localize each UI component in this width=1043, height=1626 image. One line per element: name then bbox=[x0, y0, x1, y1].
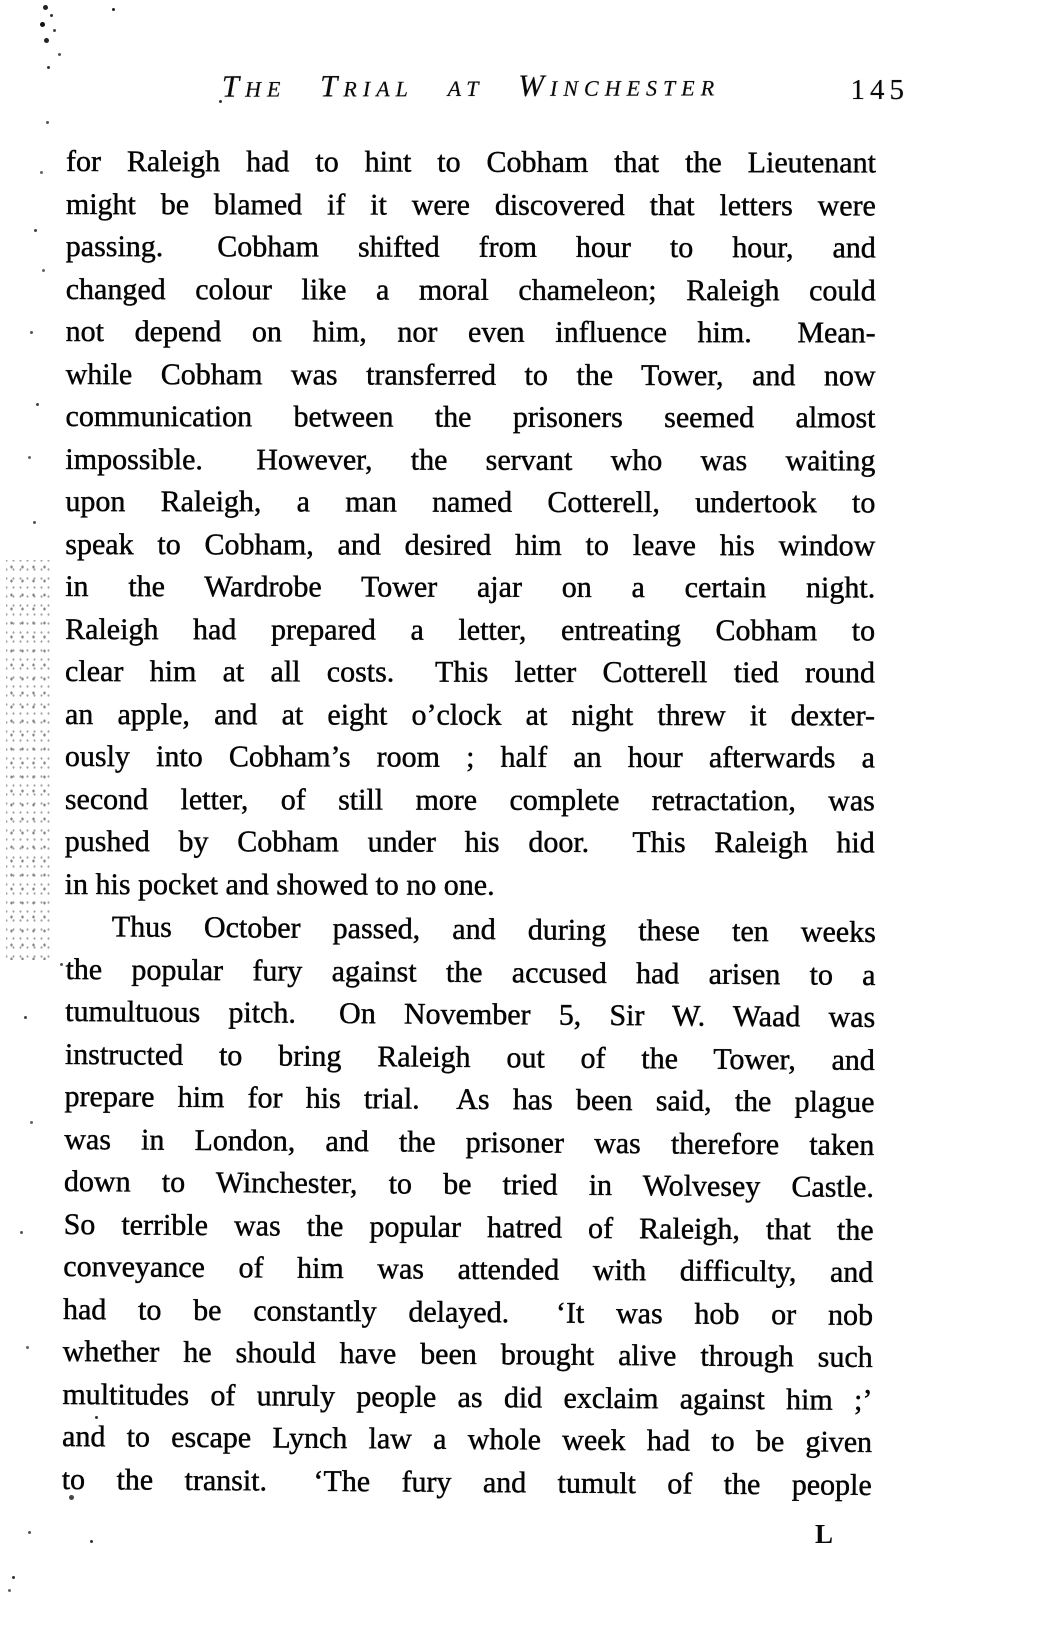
text-line: while Cobham was transferred to the Tower, and now bbox=[65, 357, 876, 392]
text-line: pushed by Cobham under his door. This Raleigh hid bbox=[64, 824, 875, 860]
text-line: in the Wardrobe Tower ajar on a certain night. bbox=[65, 569, 876, 605]
running-head: The Trial at Winchester bbox=[221, 67, 721, 104]
text-line: second letter, of still more complete retractation, was bbox=[64, 782, 875, 817]
text-line: prepare him for his trial. As has been said, the plague bbox=[64, 1079, 875, 1119]
text-line: conveyance of him was attended with difficulty, and bbox=[63, 1249, 874, 1289]
text-line: communication between the prisoners seemed almost bbox=[65, 399, 876, 435]
text-line: impossible. However, the servant who was waiting bbox=[65, 442, 876, 477]
paragraph-2 bbox=[62, 906, 876, 1507]
text-line: passing. Cobham shifted from hour to hour, and bbox=[65, 229, 876, 265]
paragraph-1 bbox=[65, 141, 876, 907]
text-line: had to be constantly delayed. ‘It was hob or nob bbox=[62, 1292, 874, 1332]
text-line: Thus October passed, and during these ten weeks bbox=[111, 910, 876, 949]
text-line: an apple, and at eight o’clock at night threw it dexter- bbox=[64, 697, 876, 732]
text-line: to the transit. ‘The fury and tumult of the people bbox=[61, 1462, 872, 1502]
text-line: was in London, and the prisoner was therefore taken bbox=[64, 1122, 875, 1162]
text-line: not depend on him, nor even influence him. Mean- bbox=[65, 314, 876, 350]
text-line: tumultuous pitch. On November 5, Sir W. Waad was bbox=[65, 994, 876, 1034]
text-line: whether he should have been brought alive through such bbox=[62, 1334, 873, 1374]
text-line: instructed to bring Raleigh out of the Tower, and bbox=[64, 1037, 876, 1077]
text-line: for Raleigh had to hint to Cobham that the Lieutenant bbox=[65, 145, 876, 180]
text-line: Raleigh had prepared a letter, entreating Cobham to bbox=[65, 612, 876, 647]
text-line: might be blamed if it were discovered that letters were bbox=[65, 187, 876, 222]
text-line: multitudes of unruly people as did exclaim against him ;’ bbox=[62, 1377, 873, 1417]
scan-speckles bbox=[0, 0, 3, 3]
scan-noise-band bbox=[6, 560, 50, 960]
text-line: upon Raleigh, a man named Cotterell, undertook to bbox=[65, 484, 876, 520]
text-line: ously into Cobham’s room ; half an hour afterwards a bbox=[64, 739, 875, 775]
text-line: speak to Cobham, and desired him to leave his window bbox=[65, 527, 876, 562]
signature-mark: L bbox=[815, 1519, 834, 1549]
text-line: So terrible was the popular hatred of Raleigh, that the bbox=[63, 1207, 874, 1247]
text-line: and to escape Lynch law a whole week had to be given bbox=[61, 1419, 873, 1459]
body-text bbox=[61, 141, 876, 1502]
page-number: 145 bbox=[850, 74, 909, 106]
text-line: changed colour like a moral chameleon; Raleigh could bbox=[65, 272, 876, 307]
page-header bbox=[66, 67, 909, 112]
text-line: down to Winchester, to be tried in Wolvesey Castle. bbox=[63, 1164, 875, 1204]
text-line: the popular fury against the accused had arisen to a bbox=[65, 952, 876, 992]
text-line: clear him at all costs. This letter Cotterell tied round bbox=[65, 654, 876, 690]
text-line: in his pocket and showed to no one. bbox=[64, 867, 495, 902]
